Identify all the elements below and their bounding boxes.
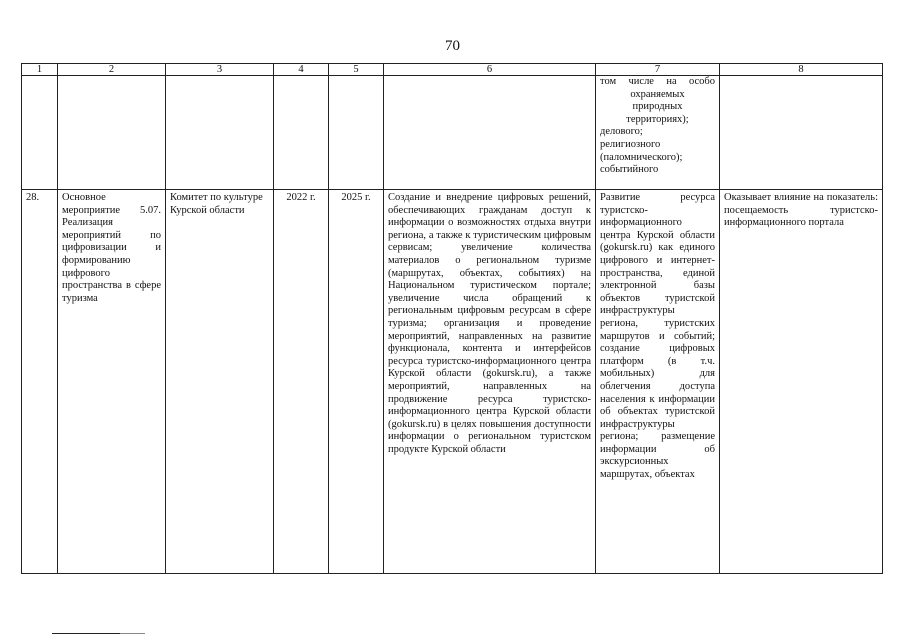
continuation-row [22, 76, 883, 190]
row-number: 28. [22, 190, 58, 574]
cont-line: природных [632, 101, 683, 113]
indicator-link: Оказывает влияние на показатель: посещаемость туристско-информационного портала [720, 190, 883, 574]
cont-line: (паломнического); [600, 151, 683, 163]
header-col-1: 1 [22, 64, 58, 76]
executor: Комитет по культуре Курской области [166, 190, 274, 574]
cont-line: религиозного [600, 138, 661, 150]
main-directions: Развитие ресурса туристско-информационного центра Курской области (gokursk.ru) как единого цифрового и интернет-пространства, единой электронной базы объектов туристской инфраструктуры региона, туристских маршрутов и событий; создание цифровых платформ (в т.ч. мобильных) для облегчения доступа населения к информации об объектах туристской инфраструктуры региона; размещение информации об экскурсионных маршрутах, объектах [596, 190, 720, 574]
cont-cell-5 [329, 76, 384, 190]
program-table [21, 63, 883, 574]
header-col-4: 4 [274, 64, 329, 76]
cont-line: делового; [600, 126, 643, 138]
cont-cell-3 [166, 76, 274, 190]
header-row [22, 64, 883, 76]
cont-line: событийного [600, 164, 659, 176]
row-28 [22, 190, 883, 574]
cont-cell-8 [720, 76, 883, 190]
page-number: 70 [445, 38, 460, 54]
cont-cell-1 [22, 76, 58, 190]
cont-cell-4 [274, 76, 329, 190]
cont-line: охраняемых [630, 88, 685, 100]
cont-cell-6 [384, 76, 596, 190]
start-year: 2022 г. [274, 190, 329, 574]
cont-cell-7 [596, 76, 720, 190]
footer-rule [52, 633, 120, 634]
event-name: Основное мероприятие 5.07. Реализация мероприятий по цифровизации и формированию цифрового пространства в сфере туризма [58, 190, 166, 574]
footer-rule-faint [120, 633, 145, 634]
header-col-8: 8 [720, 64, 883, 76]
cont-cell-2 [58, 76, 166, 190]
header-col-2: 2 [58, 64, 166, 76]
header-col-6: 6 [384, 64, 596, 76]
end-year: 2025 г. [329, 190, 384, 574]
header-col-7: 7 [596, 64, 720, 76]
header-col-3: 3 [166, 64, 274, 76]
expected-result: Создание и внедрение цифровых решений, обеспечивающих гражданам доступ к информации о возможностях отдыха внутри региона, а также к туристическим цифровым сервисам; увеличение количества материалов о региональном туризме (маршрутах, объектах, событиях) на Национальном туристическом портале; увеличение числа обращений к региональным цифровым ресурсам в сфере туризма; организация и проведение мероприятий, направленных на развитие функционала, контента и интерфейсов ресурса туристско-информационного центра Курской области (gokursk.ru), а также мероприятий, направленных на продвижение ресурса туристско-информационного центра Курской области (gokursk.ru) в целях повышения доступности информации о региональном туристском продукте Курской области [384, 190, 596, 574]
header-col-5: 5 [329, 64, 384, 76]
cont-line: территориях); [626, 113, 689, 125]
cont-line: том числе на особо [600, 76, 715, 87]
